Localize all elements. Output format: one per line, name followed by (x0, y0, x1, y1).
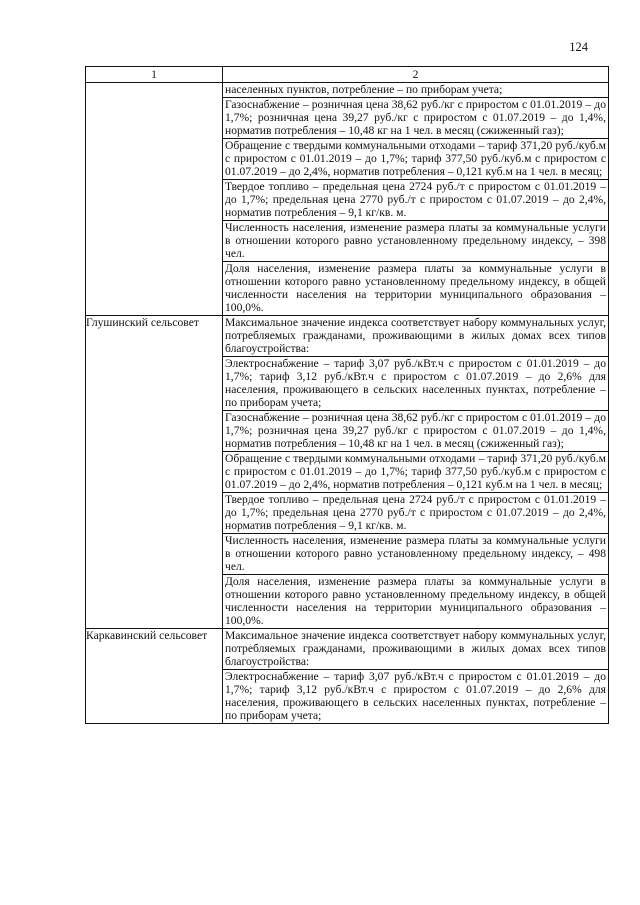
paragraph: Доля населения, изменение размера платы за коммунальные услуги в отношении которого равно установленному предельному индексу, в общей численности населения на территории муниципального образования – 100,0%. (225, 575, 606, 627)
paragraph: Обращение с твердыми коммунальными отходами – тариф 371,20 руб./куб.м с приростом с 01.01.2019 – до 1,7%; тариф 377,50 руб./куб.м с приростом с 01.07.2019 – до 2,4%, норматив потребления – 0,121 куб.м на 1 чел. в месяц; (225, 139, 606, 178)
municipality-name: Глушинский сельсовет (86, 316, 223, 629)
paragraph: Электроснабжение – тариф 3,07 руб./кВт.ч с приростом с 01.01.2019 – до 1,7%; тариф 3,12 руб./кВт.ч с приростом с 01.07.2019 – до 2,6% для населения, проживающего в сельских населенных пунктах, потребление – по приборам учета; (225, 670, 606, 722)
paragraph: Твердое топливо – предельная цена 2724 руб./т с приростом с 01.01.2019 – до 1,7%; предельная цена 2770 руб./т с приростом с 01.07.2019 – до 2,4%, норматив потребления – 9,1 кг/кв. м. (225, 180, 606, 219)
table-row (86, 316, 609, 629)
table-row (86, 629, 609, 724)
paragraph: Газоснабжение – розничная цена 38,62 руб./кг с приростом с 01.01.2019 – до 1,7%; розничная цена 39,27 руб./кг с приростом с 01.07.2019 – до 1,4%, норматив потребления – 10,48 кг на 1 чел. в месяц (сжиженный газ); (225, 98, 606, 137)
column-header-1: 1 (86, 67, 223, 83)
paragraph: Максимальное значение индекса соответствует набору коммунальных услуг, потребляемых гражданами, проживающими в жилых домах всех типов благоустройства: (225, 316, 606, 355)
paragraph: Доля населения, изменение размера платы за коммунальные услуги в отношении которого равно установленному предельному индексу, в общей численности населения на территории муниципального образования – 100,0%. (225, 262, 606, 314)
description-cell (223, 316, 609, 629)
paragraph: Обращение с твердыми коммунальными отходами – тариф 371,20 руб./куб.м с приростом с 01.01.2019 – до 1,7%; тариф 377,50 руб./куб.м с приростом с 01.07.2019 – до 2,4%, норматив потребления – 0,121 куб.м на 1 чел. в месяц; (225, 452, 606, 491)
tariff-table (85, 66, 609, 724)
paragraph: населенных пунктов, потребление – по приборам учета; (223, 83, 608, 98)
paragraph: Твердое топливо – предельная цена 2724 руб./т с приростом с 01.01.2019 – до 1,7%; предельная цена 2770 руб./т с приростом с 01.07.2019 – до 2,4%, норматив потребления – 9,1 кг/кв. м. (225, 493, 606, 532)
paragraph: Максимальное значение индекса соответствует набору коммунальных услуг, потребляемых гражданами, проживающими в жилых домах всех типов благоустройства: (225, 629, 606, 668)
paragraph: Электроснабжение – тариф 3,07 руб./кВт.ч с приростом с 01.01.2019 – до 1,7%; тариф 3,12 руб./кВт.ч с приростом с 01.07.2019 – до 2,6% для населения, проживающего в сельских населенных пунктах, потребление – по приборам учета; (225, 357, 606, 409)
municipality-name (86, 83, 223, 316)
column-header-2: 2 (223, 67, 609, 83)
paragraph: Численность населения, изменение размера платы за коммунальные услуги в отношении которого равно установленному предельному индексу, – 398 чел. (225, 221, 606, 260)
page-number: 124 (569, 40, 588, 54)
municipality-name: Каркавинский сельсовет (86, 629, 223, 724)
table-row (86, 83, 609, 316)
paragraph: Численность населения, изменение размера платы за коммунальные услуги в отношении которого равно установленному предельному индексу, – 498 чел. (225, 534, 606, 573)
description-cell (223, 629, 609, 724)
table-header-row (86, 67, 609, 83)
description-cell (223, 83, 609, 316)
paragraph: Газоснабжение – розничная цена 38,62 руб./кг с приростом с 01.01.2019 – до 1,7%; розничная цена 39,27 руб./кг с приростом с 01.07.2019 – до 1,4%, норматив потребления – 10,48 кг на 1 чел. в месяц (сжиженный газ); (225, 411, 606, 450)
